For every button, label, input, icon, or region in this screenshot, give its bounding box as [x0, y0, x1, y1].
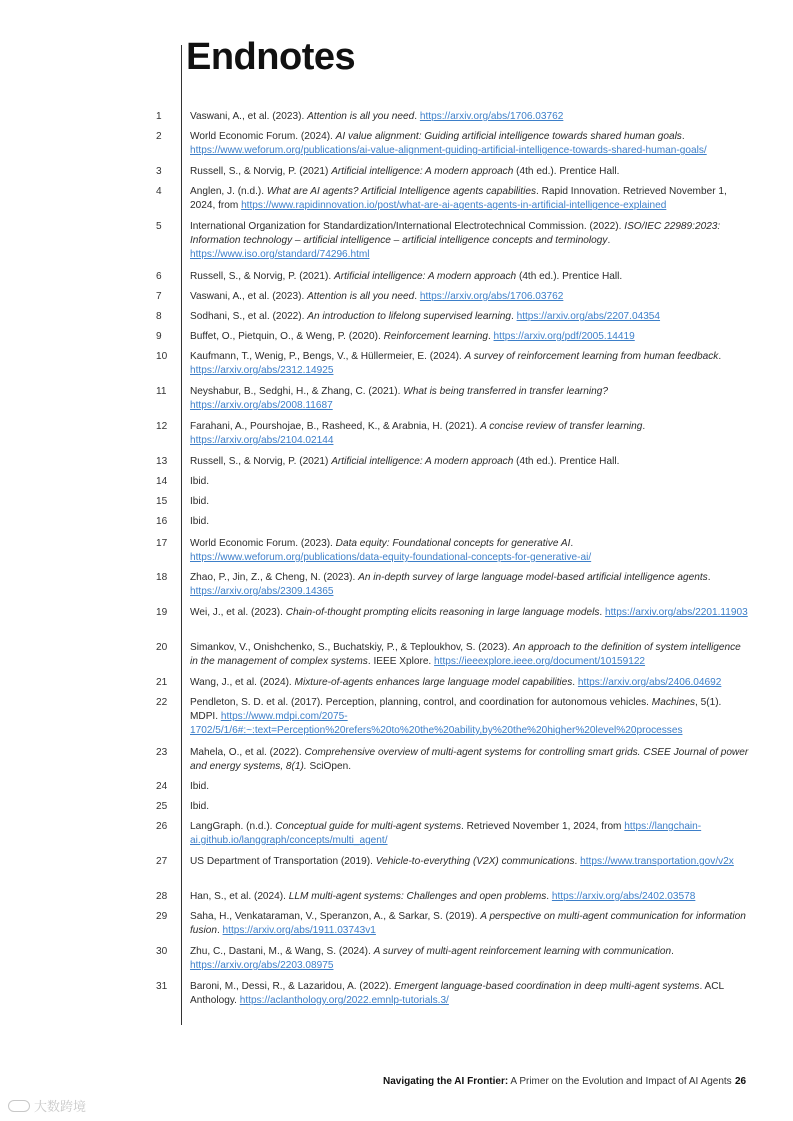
endnote-number: 15 [156, 496, 168, 507]
endnote-link[interactable]: https://langchain-ai.github.io/langgraph/concepts/multi_agent/ [190, 821, 702, 846]
endnote-link[interactable]: https://arxiv.org/abs/2207.04354 [516, 311, 661, 322]
endnote-number: 7 [156, 291, 162, 302]
endnote-number: 29 [156, 911, 168, 922]
endnote-author-text: Ibid. [190, 516, 210, 527]
endnote-text [190, 780, 750, 794]
endnote-link[interactable]: https://arxiv.org/abs/1706.03762 [419, 291, 564, 302]
endnote-suffix: . [574, 856, 581, 867]
endnote-author-text: Anglen, J. (n.d.). [190, 186, 267, 197]
endnote-number: 17 [156, 538, 168, 549]
endnote-number: 25 [156, 801, 168, 812]
endnote-author-text: LangGraph. (n.d.). [190, 821, 276, 832]
endnote-item [150, 980, 750, 1008]
watermark-logo-icon [8, 1100, 30, 1112]
endnote-title: An approach to the definition of system intelligence in the management of complex systems [190, 642, 741, 667]
endnote-link[interactable]: https://arxiv.org/abs/2008.11687 [190, 400, 333, 411]
endnote-suffix: . [414, 291, 420, 302]
endnote-item [150, 855, 750, 869]
endnote-author-text: Ibid. [190, 781, 210, 792]
endnote-link[interactable]: https://arxiv.org/abs/2203.08975 [190, 960, 334, 971]
endnote-text [190, 890, 750, 904]
endnote-number: 9 [156, 331, 162, 342]
endnote-suffix: . Retrieved November 1, 2024, from [461, 821, 625, 832]
endnote-author-text: US Department of Transportation (2019). [190, 856, 376, 867]
endnote-text [190, 110, 750, 124]
endnote-item [150, 515, 750, 529]
endnote-item [150, 746, 750, 774]
endnote-suffix: . ACL Anthology. [190, 981, 724, 1006]
endnote-suffix: . [510, 311, 517, 322]
endnote-link[interactable]: https://www.transportation.gov/v2x [580, 856, 734, 867]
endnote-suffix: . [487, 331, 494, 342]
endnote-item [150, 185, 750, 213]
endnote-text [190, 537, 750, 565]
endnote-link[interactable]: https://www.iso.org/standard/74296.html [190, 249, 370, 260]
endnote-author-text: International Organization for Standardization/International Electrotechnical Commission. (2022). [190, 221, 625, 232]
endnote-number: 6 [156, 271, 162, 282]
endnote-suffix: . [570, 538, 574, 549]
endnote-suffix: . [216, 925, 223, 936]
endnote-item [150, 290, 750, 304]
endnote-number: 2 [156, 131, 162, 142]
endnote-item [150, 475, 750, 489]
endnote-number: 28 [156, 891, 168, 902]
endnote-text [190, 515, 750, 529]
endnote-link[interactable]: https://www.weforum.org/publications/ai-value-alignment-guiding-artificial-intelligence-towards-shared-human-goals/ [190, 145, 707, 156]
endnote-suffix: , 5(1). MDPI. [190, 697, 722, 722]
endnote-author-text: Simankov, V., Onishchenko, S., Buchatskiy, P., & Teploukhov, S. (2023). [190, 642, 513, 653]
endnote-suffix: . [607, 235, 611, 246]
endnote-author-text: Saha, H., Venkataraman, V., Speranzon, A., & Sarkar, S. (2019). [190, 911, 481, 922]
endnote-number: 8 [156, 311, 162, 322]
endnote-text [190, 310, 750, 324]
endnote-link[interactable]: https://arxiv.org/abs/2309.14365 [190, 586, 334, 597]
endnote-author-text: Russell, S., & Norvig, P. (2021). [190, 271, 334, 282]
endnote-title: LLM multi-agent systems: Challenges and open problems [288, 891, 547, 902]
endnote-text [190, 980, 750, 1008]
endnote-text [190, 571, 750, 599]
endnote-title: Artificial intelligence: A modern approach [331, 166, 514, 177]
endnote-number: 23 [156, 747, 168, 758]
endnote-link[interactable]: https://arxiv.org/abs/1911.03743v1 [222, 925, 376, 936]
endnote-text [190, 746, 750, 774]
endnote-item [150, 310, 750, 324]
endnote-number: 19 [156, 607, 168, 618]
endnote-text [190, 330, 750, 344]
endnote-text [190, 606, 750, 620]
endnote-link[interactable]: https://ieeexplore.ieee.org/document/10159122 [434, 656, 646, 667]
endnote-suffix: (4th ed.). Prentice Hall. [513, 456, 620, 467]
endnote-suffix: . [671, 946, 674, 957]
endnote-title: Emergent language-based coordination in deep multi-agent systems [394, 981, 700, 992]
footer-title-bold: Navigating the AI Frontier: [383, 1076, 509, 1087]
endnote-title: An in-depth survey of large language model-based artificial intelligence agents [358, 572, 708, 583]
footer-document-title [383, 1076, 732, 1087]
endnote-item [150, 945, 750, 973]
endnote-item [150, 350, 750, 378]
endnote-item [150, 606, 750, 620]
endnote-number: 3 [156, 166, 162, 177]
endnote-author-text: World Economic Forum. (2024). [190, 131, 336, 142]
endnote-text [190, 385, 750, 413]
endnote-number: 20 [156, 642, 168, 653]
endnote-number: 22 [156, 697, 168, 708]
endnote-author-text: Zhao, P., Jin, Z., & Cheng, N. (2023). [190, 572, 359, 583]
endnote-title: What are AI agents? Artificial Intelligence agents capabilities [266, 186, 537, 197]
endnote-author-text: Kaufmann, T., Wenig, P., Bengs, V., & Hüllermeier, E. (2024). [190, 351, 465, 362]
endnote-text [190, 290, 750, 304]
endnote-item [150, 676, 750, 690]
endnote-suffix: . [572, 677, 578, 688]
endnote-link[interactable]: https://arxiv.org/abs/2312.14925 [190, 365, 334, 376]
endnote-title: Machines [651, 697, 695, 708]
endnote-number: 26 [156, 821, 168, 832]
endnote-number: 30 [156, 946, 168, 957]
endnote-item [150, 495, 750, 509]
endnote-author-text: Russell, S., & Norvig, P. (2021) [190, 456, 332, 467]
endnote-link[interactable]: https://arxiv.org/abs/2406.04692 [577, 677, 722, 688]
endnote-number: 13 [156, 456, 168, 467]
footer-title-rest: A Primer on the Evolution and Impact of AI Agents [508, 1076, 732, 1087]
endnote-link[interactable]: https://www.mdpi.com/2075-1702/5/1/6#:~:text=Perception%20refers%20to%20the%20ability,by%20the%20higher%20level%20processes [190, 711, 683, 736]
endnote-author-text: Baroni, M., Dessi, R., & Lazaridou, A. (2022). [190, 981, 395, 992]
endnote-item [150, 110, 750, 124]
endnote-text [190, 420, 750, 448]
endnote-suffix: . [681, 131, 685, 142]
endnote-text [190, 910, 750, 938]
endnote-author-text: Ibid. [190, 476, 210, 487]
endnote-suffix: . [414, 111, 420, 122]
endnote-author-text: Han, S., et al. (2024). [190, 891, 289, 902]
endnote-title: An introduction to lifelong supervised learning [307, 311, 511, 322]
endnote-suffix: . [718, 351, 722, 362]
page-number: 26 [735, 1076, 747, 1087]
endnote-text [190, 945, 750, 973]
endnote-item [150, 890, 750, 904]
endnote-title: A survey of multi-agent reinforcement learning with communication [373, 946, 672, 957]
endnote-title: A perspective on multi-agent communication for information fusion [190, 911, 746, 936]
endnote-author-text: Mahela, O., et al. (2022). [190, 747, 305, 758]
endnote-suffix: . Rapid Innovation. Retrieved November 1, 2024, from [190, 186, 727, 211]
endnote-author-text: Neyshabur, B., Sedghi, H., & Zhang, C. (2021). [190, 386, 404, 397]
endnote-title: Attention is all you need [307, 111, 415, 122]
endnote-item [150, 537, 750, 565]
endnote-text [190, 455, 750, 469]
endnote-item [150, 800, 750, 814]
endnote-item [150, 220, 750, 262]
endnote-item [150, 130, 750, 158]
endnote-text [190, 270, 750, 284]
endnote-link[interactable]: https://www.rapidinnovation.io/post/what-are-ai-agents-agents-in-artificial-intelligence-explained [241, 200, 667, 211]
endnote-item [150, 385, 750, 413]
endnote-number: 16 [156, 516, 168, 527]
endnote-author-text: Ibid. [190, 801, 210, 812]
endnote-item [150, 820, 750, 848]
endnote-number: 11 [156, 386, 167, 397]
endnote-title: A survey of reinforcement learning from human feedback [464, 351, 719, 362]
endnote-author-text: Buffet, O., Pietquin, O., & Weng, P. (2020). [190, 331, 384, 342]
endnote-number: 10 [156, 351, 168, 362]
endnote-title: Data equity: Foundational concepts for generative AI [335, 538, 571, 549]
endnote-author-text: Zhu, C., Dastani, M., & Wang, S. (2024). [190, 946, 374, 957]
endnote-number: 4 [156, 186, 162, 197]
endnote-author-text: Wang, J., et al. (2024). [190, 677, 295, 688]
endnote-title: Vehicle-to-everything (V2X) communications [375, 856, 575, 867]
endnote-text [190, 130, 750, 158]
endnote-text [190, 696, 750, 738]
endnote-suffix: . [599, 607, 606, 618]
endnote-number: 27 [156, 856, 168, 867]
endnote-text [190, 220, 750, 262]
endnote-item [150, 910, 750, 938]
endnote-item [150, 330, 750, 344]
endnote-author-text: Sodhani, S., et al. (2022). [190, 311, 308, 322]
endnote-link[interactable]: https://aclanthology.org/2022.emnlp-tutorials.3/ [239, 995, 449, 1006]
endnote-text [190, 800, 750, 814]
page-title: Endnotes [186, 36, 356, 78]
endnote-author-text: World Economic Forum. (2023). [190, 538, 336, 549]
endnote-number: 5 [156, 221, 162, 232]
endnote-link[interactable]: https://arxiv.org/abs/2104.02144 [190, 435, 334, 446]
endnote-item [150, 270, 750, 284]
endnote-item [150, 165, 750, 179]
endnote-author-text: Farahani, A., Pourshojae, B., Rasheed, K., & Arabnia, H. (2021). [190, 421, 481, 432]
endnote-title: AI value alignment: Guiding artificial intelligence towards shared human goals [335, 131, 682, 142]
endnote-title: Artificial intelligence: A modern approach [331, 456, 514, 467]
endnote-suffix: . [546, 891, 552, 902]
endnote-title: Reinforcement learning [383, 331, 488, 342]
endnote-text [190, 185, 750, 213]
endnote-title: Attention is all you need [307, 291, 415, 302]
endnote-number: 31 [156, 981, 168, 992]
endnote-suffix: . [707, 572, 711, 583]
endnote-author-text: Wei, J., et al. (2023). [190, 607, 286, 618]
endnote-item [150, 571, 750, 599]
watermark-text: 大数跨境 [34, 1099, 87, 1114]
endnote-number: 18 [156, 572, 168, 583]
endnote-author-text: Russell, S., & Norvig, P. (2021) [190, 166, 332, 177]
endnote-author-text: Vaswani, A., et al. (2023). [190, 291, 308, 302]
endnote-link[interactable]: https://www.weforum.org/publications/data-equity-foundational-concepts-for-generative-ai/ [190, 552, 592, 563]
endnote-item [150, 696, 750, 738]
endnote-author-text: Vaswani, A., et al. (2023). [190, 111, 308, 122]
endnote-text [190, 495, 750, 509]
endnote-link[interactable]: https://arxiv.org/abs/2201.11903 [605, 607, 748, 618]
watermark [8, 1096, 86, 1115]
endnote-title: Mixture-of-agents enhances large language model capabilities [294, 677, 573, 688]
endnote-title: Chain-of-thought prompting elicits reasoning in large language models [285, 607, 600, 618]
endnote-number: 24 [156, 781, 168, 792]
endnote-number: 14 [156, 476, 168, 487]
endnote-title: Artificial intelligence: A modern approach [334, 271, 517, 282]
endnote-suffix: (4th ed.). Prentice Hall. [516, 271, 623, 282]
endnote-text [190, 350, 750, 378]
endnote-item [150, 455, 750, 469]
endnote-suffix: . IEEE Xplore. [367, 656, 435, 667]
endnote-link[interactable]: https://arxiv.org/abs/1706.03762 [419, 111, 564, 122]
endnote-author-text: Ibid. [190, 496, 210, 507]
endnote-item [150, 780, 750, 794]
endnote-suffix: (4th ed.). Prentice Hall. [513, 166, 620, 177]
endnote-suffix: SciOpen. [306, 761, 352, 772]
endnote-item [150, 641, 750, 669]
endnote-text [190, 820, 750, 848]
endnote-suffix: . [642, 421, 646, 432]
endnote-title: Conceptual guide for multi-agent systems [275, 821, 462, 832]
endnote-link[interactable]: https://arxiv.org/abs/2402.03578 [551, 891, 696, 902]
endnote-title: A concise review of transfer learning [480, 421, 643, 432]
endnote-text [190, 641, 750, 669]
endnote-title: What is being transferred in transfer learning? [403, 386, 608, 397]
endnote-link[interactable]: https://arxiv.org/pdf/2005.14419 [493, 331, 635, 342]
endnote-text [190, 676, 750, 690]
endnote-item [150, 420, 750, 448]
endnote-number: 21 [156, 677, 168, 688]
endnote-title: ISO/IEC 22989:2023: Information technology – artificial intelligence – artificial intelligence concepts and terminology [190, 221, 721, 246]
endnote-number: 1 [156, 111, 162, 122]
endnote-text [190, 855, 750, 869]
endnote-author-text: Pendleton, S. D. et al. (2017). Perception, planning, control, and coordination for autonomous vehicles. [190, 697, 652, 708]
endnote-text [190, 475, 750, 489]
endnote-title: Comprehensive overview of multi-agent systems for controlling smart grids. CSEE Journal of power and energy systems, 8(1). [190, 747, 749, 772]
endnote-number: 12 [156, 421, 168, 432]
endnote-text [190, 165, 750, 179]
